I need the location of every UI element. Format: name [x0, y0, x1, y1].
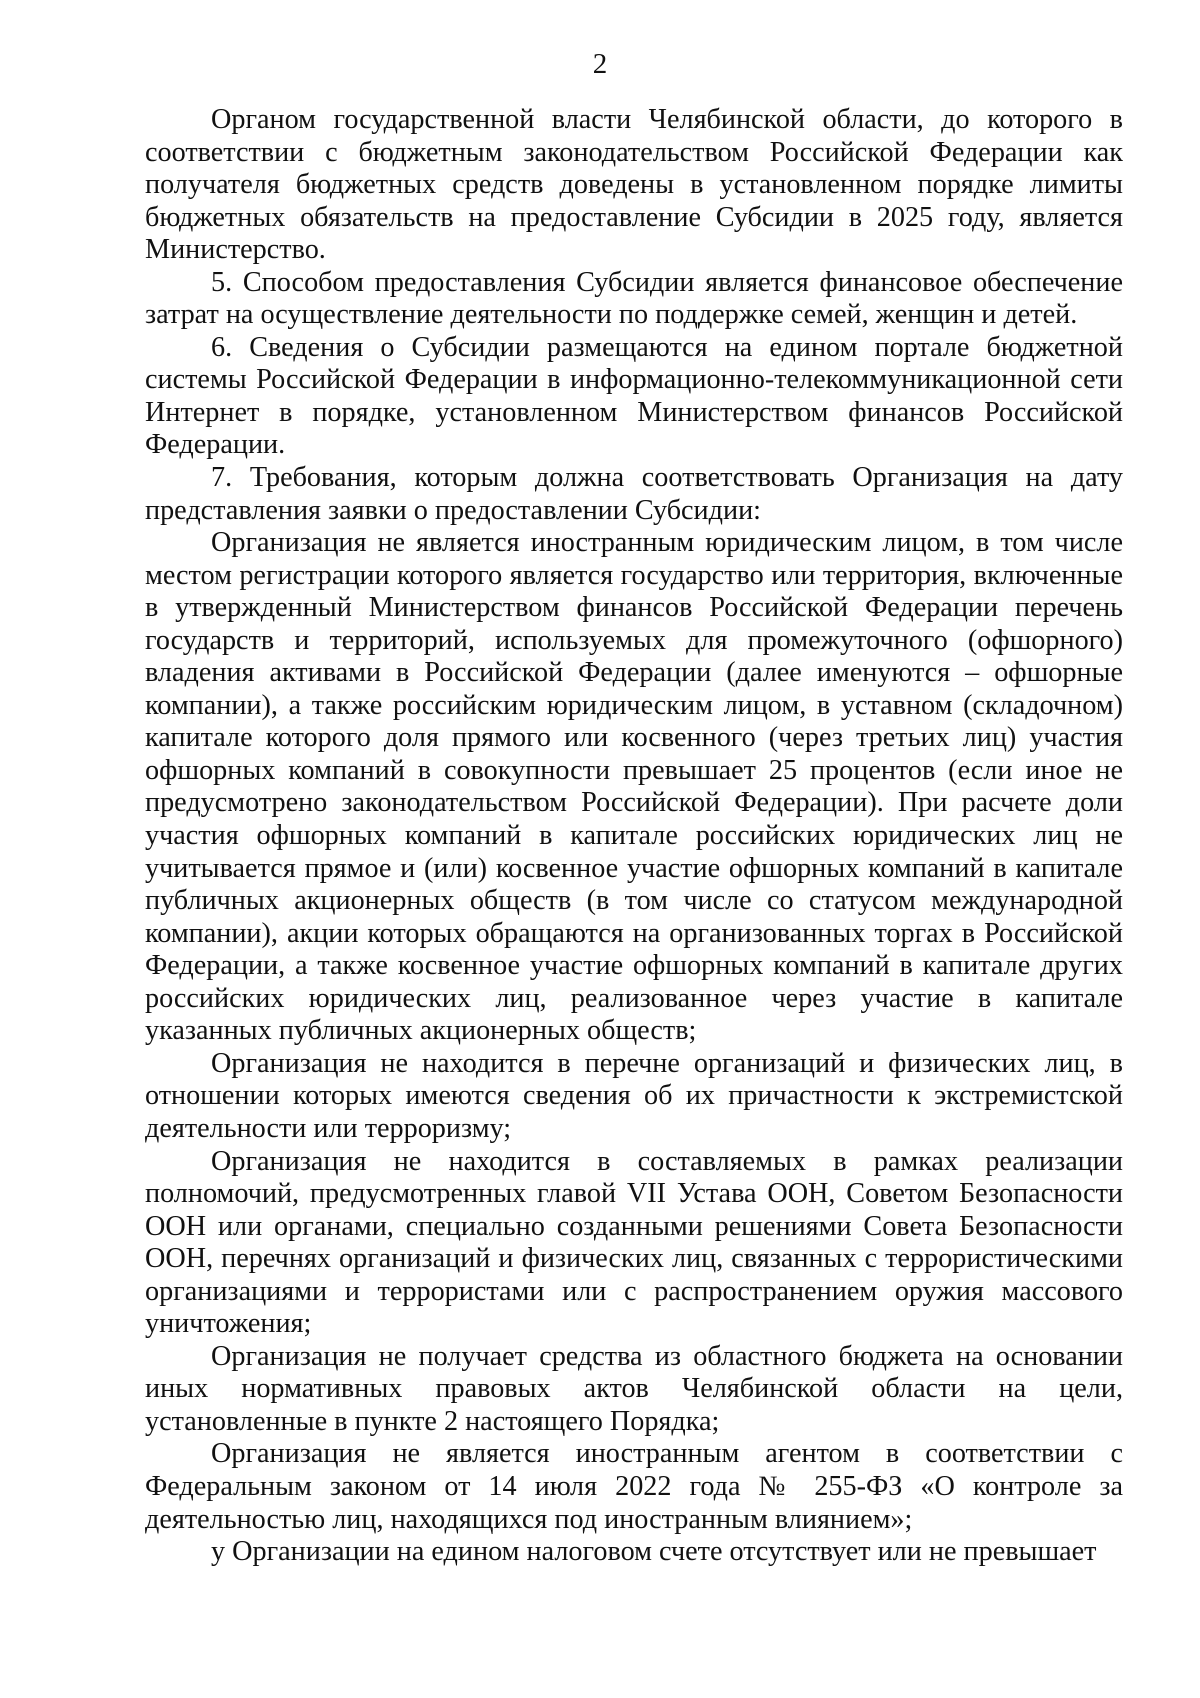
page-number: 2: [592, 48, 608, 80]
paragraph-executive-body: Органом государственной власти Челябинской области, до которого в соответствии с бюджетным законодательством Российской Федерации как получателя бюджетных средств доведены в установленном порядке лимиты бюджетных обязательств на предоставление Субсидии в 2025 году, является Министерство.: [145, 104, 1123, 266]
paragraph-foreign-agent-requirement: Организация не является иностранным агентом в соответствии с Федеральным законом от 14 июля 2022 года № 255-ФЗ «О контроле за деятельностью лиц, находящихся под иностранным влиянием»;: [145, 1438, 1123, 1535]
paragraph-budget-requirement: Организация не получает средства из областного бюджета на основании иных нормативных правовых актов Челябинской области на цели, установленные в пункте 2 настоящего Порядка;: [145, 1340, 1123, 1437]
paragraph-un-lists-requirement: Организация не находится в составляемых в рамках реализации полномочий, предусмотренных главой VII Устава ООН, Советом Безопасности ООН или органами, специально созданными решениями Совета Безопасности ООН, перечнях организаций и физических лиц, связанных с террористическими организациями и террористами или с распространением оружия массового уничтожения;: [145, 1145, 1123, 1340]
paragraph-offshore-requirement: Организация не является иностранным юридическим лицом, в том числе местом регистрации которого является государство или территория, включенные в утвержденный Министерством финансов Российской Федерации перечень государств и территорий, используемых для промежуточного (офшорного) владения активами в Российской Федерации (далее именуются – офшорные компании), а также российским юридическим лицом, в уставном (складочном) капитале которого доля прямого или косвенного (через третьих лиц) участия офшорных компаний в совокупности превышает 25 процентов (если иное не предусмотрено законодательством Российской Федерации). При расчете доли участия офшорных компаний в капитале российских юридических лиц не учитывается прямое и (или) косвенное участие офшорных компаний в капитале публичных акционерных обществ (в том числе со статусом международной компании), акции которых обращаются на организованных торгах в Российской Федерации, а также косвенное участие офшорных компаний в капитале других российских юридических лиц, реализованное через участие в капитале указанных публичных акционерных обществ;: [145, 527, 1123, 1047]
paragraph-item-6: 6. Сведения о Субсидии размещаются на едином портале бюджетной системы Российской Федерации в информационно-телекоммуникационной сети Интернет в порядке, установленном Министерством финансов Российской Федерации.: [145, 331, 1123, 461]
paragraph-tax-account-requirement: у Организации на едином налоговом счете отсутствует или не превышает: [211, 1536, 1097, 1568]
document-body: [145, 104, 1123, 1569]
paragraph-item-5: 5. Способом предоставления Субсидии является финансовое обеспечение затрат на осуществление деятельности по поддержке семей, женщин и детей.: [145, 266, 1123, 331]
paragraph-item-7: 7. Требования, которым должна соответствовать Организация на дату представления заявки о предоставлении Субсидии:: [145, 462, 1123, 526]
paragraph-extremism-requirement: Организация не находится в перечне организаций и физических лиц, в отношении которых имеются сведения об их причастности к экстремистской деятельности или терроризму;: [145, 1047, 1123, 1144]
